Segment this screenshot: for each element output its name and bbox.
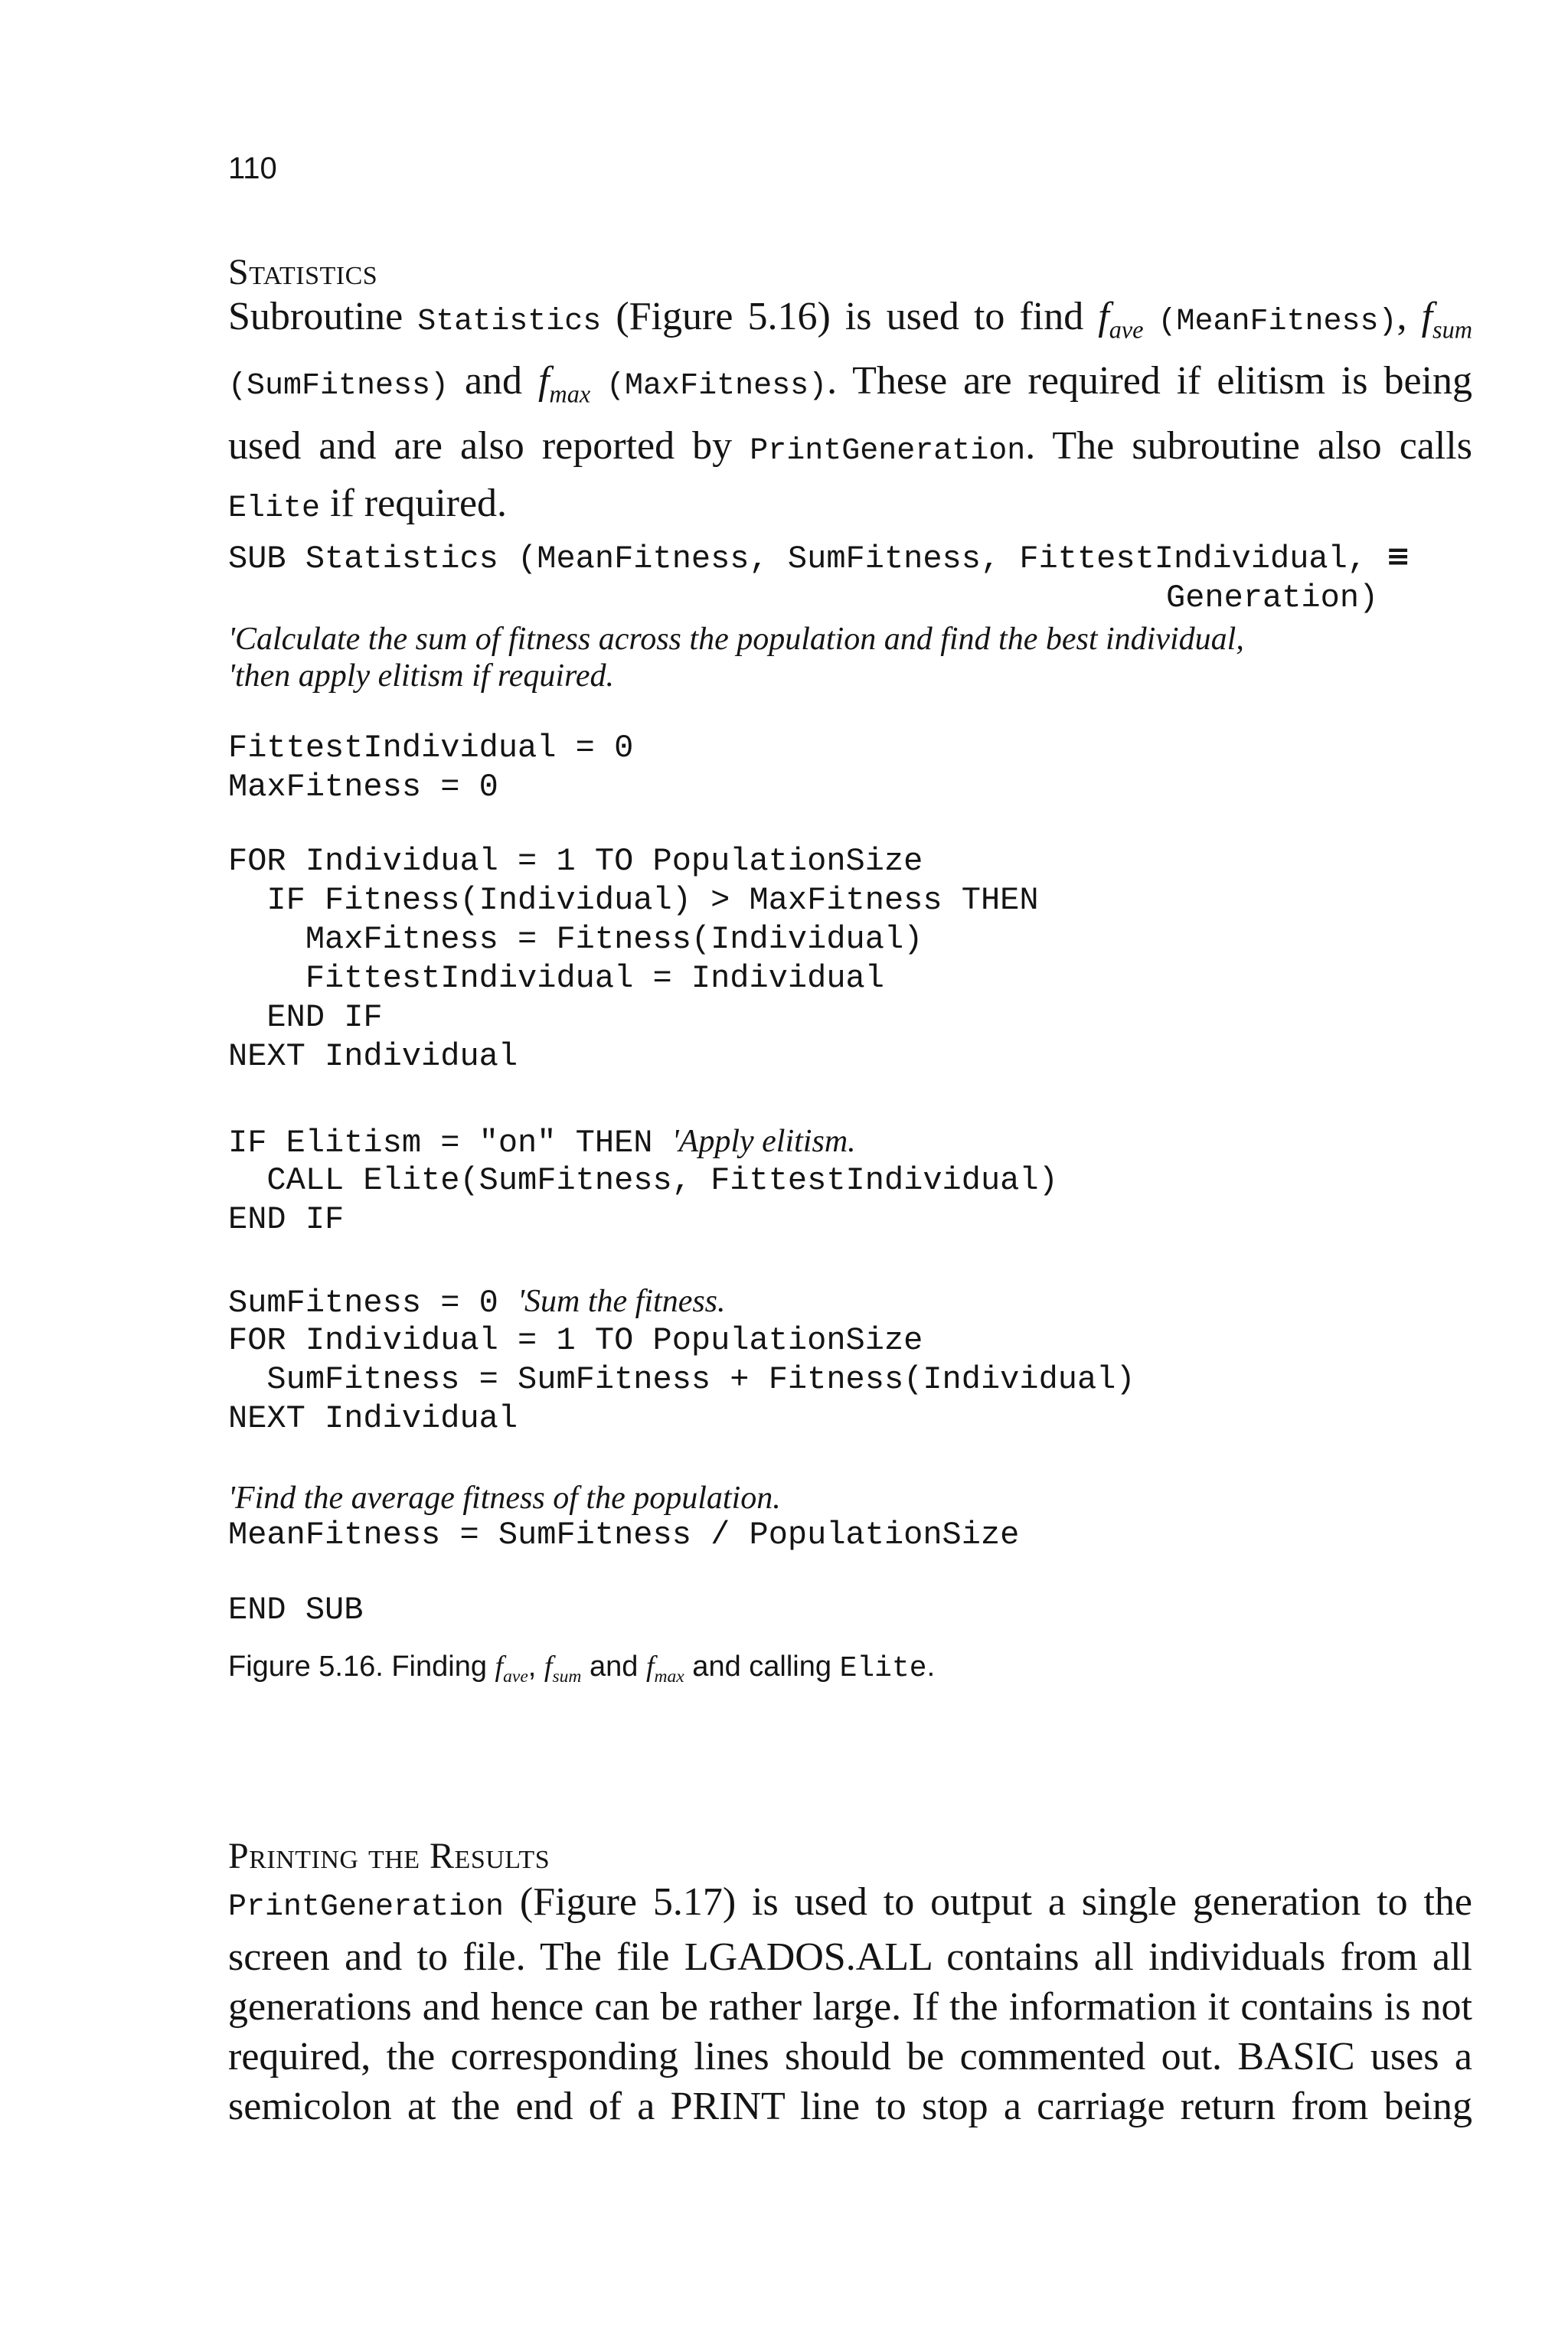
math-symbol: $f_{ave}$ <box>1098 295 1144 344</box>
text: and <box>449 359 538 403</box>
code-inline: (SumFitness) <box>228 369 449 404</box>
math-symbol: $f_{sum}$ <box>544 1651 582 1687</box>
math-symbol: $f_{ave}$ <box>495 1651 528 1687</box>
code-inline: PrintGeneration <box>228 1890 505 1925</box>
code-elitism-block: CALL Elite(SumFitness, FittestIndividual) END IF <box>228 1162 1058 1238</box>
code-block-loop: FOR Individual = 1 TO PopulationSize IF Fitness(Individual) > MaxFitness THEN MaxFitness = Fitness(Individual) FittestIndividual = Individual END IF NEXT Individual <box>228 843 1039 1075</box>
code-comment: 'Calculate the sum of fitness across the population and find the best individual, <box>228 622 1244 657</box>
code-sub-declaration: SUB Statistics (MeanFitness, SumFitness, FittestIndividual, ≡ <box>228 539 1411 577</box>
code-sum-loop: FOR Individual = 1 TO PopulationSize SumFitness = SumFitness + Fitness(Individual) NEXT Individual <box>228 1322 1135 1437</box>
text <box>1143 295 1158 338</box>
code-comment: 'Apply elitism. <box>671 1124 856 1159</box>
text: Subroutine <box>228 295 418 338</box>
code-sum-line: SumFitness = 0 'Sum the fitness. <box>228 1284 726 1321</box>
section-heading-statistics: Statistics <box>228 252 378 292</box>
text: (Figure 5.16) is used to find <box>601 295 1099 338</box>
code-inline: Statistics <box>417 305 602 339</box>
code-inline: (MeanFitness) <box>1158 305 1397 339</box>
text: . These are required if elitism is being used and are also reported by <box>228 359 1472 468</box>
code-elitism-line: IF Elitism = "on" THEN 'Apply elitism. <box>228 1124 856 1161</box>
math-symbol: $f_{max}$ <box>537 359 591 408</box>
code-inline: Elite <box>839 1652 927 1685</box>
code-end-sub: END SUB <box>228 1592 364 1628</box>
text: , <box>1396 295 1422 338</box>
code-sub-declaration-cont: Generation) <box>1166 580 1379 616</box>
code-mean-line: MeanFitness = SumFitness / PopulationSize <box>228 1517 1020 1553</box>
code-inline: Elite <box>228 491 321 526</box>
text <box>590 359 606 403</box>
printing-paragraph <box>228 1877 1472 2131</box>
code-inline: PrintGeneration <box>750 433 1026 469</box>
code-comment: 'Sum the fitness. <box>518 1284 726 1319</box>
section-heading-printing: Printing the Results <box>228 1836 550 1876</box>
line-continuation-icon: ≡ <box>1386 539 1411 573</box>
text: (Figure 5.17) is used to output a single generation to the screen and to file. The file LGADOS.ALL contains all individuals from all generations and hence can be rather large. If the information it contains is not required, the corresponding lines should be commented out. BASIC uses a semicolon at the end of a PRINT line to stop a carriage return from being <box>228 1880 1472 2128</box>
math-symbol: $f_{sum}$ <box>1421 295 1472 344</box>
figure-caption: Figure 5.16. Finding $f_{ave}$, $f_{sum}$ and $f_{max}$ and calling Elite. <box>228 1651 936 1687</box>
code-comment: 'then apply elitism if required. <box>228 658 614 694</box>
code-block-init: FittestIndividual = 0 MaxFitness = 0 <box>228 730 634 805</box>
page-number: 110 <box>228 152 277 185</box>
text: if required. <box>320 481 508 525</box>
code-comment: 'Find the average fitness of the population. <box>228 1481 781 1516</box>
math-symbol: $f_{max}$ <box>645 1651 684 1687</box>
code-inline: (MaxFitness) <box>606 369 828 404</box>
text: . The subroutine also calls <box>1025 423 1472 468</box>
statistics-paragraph <box>228 291 1472 535</box>
